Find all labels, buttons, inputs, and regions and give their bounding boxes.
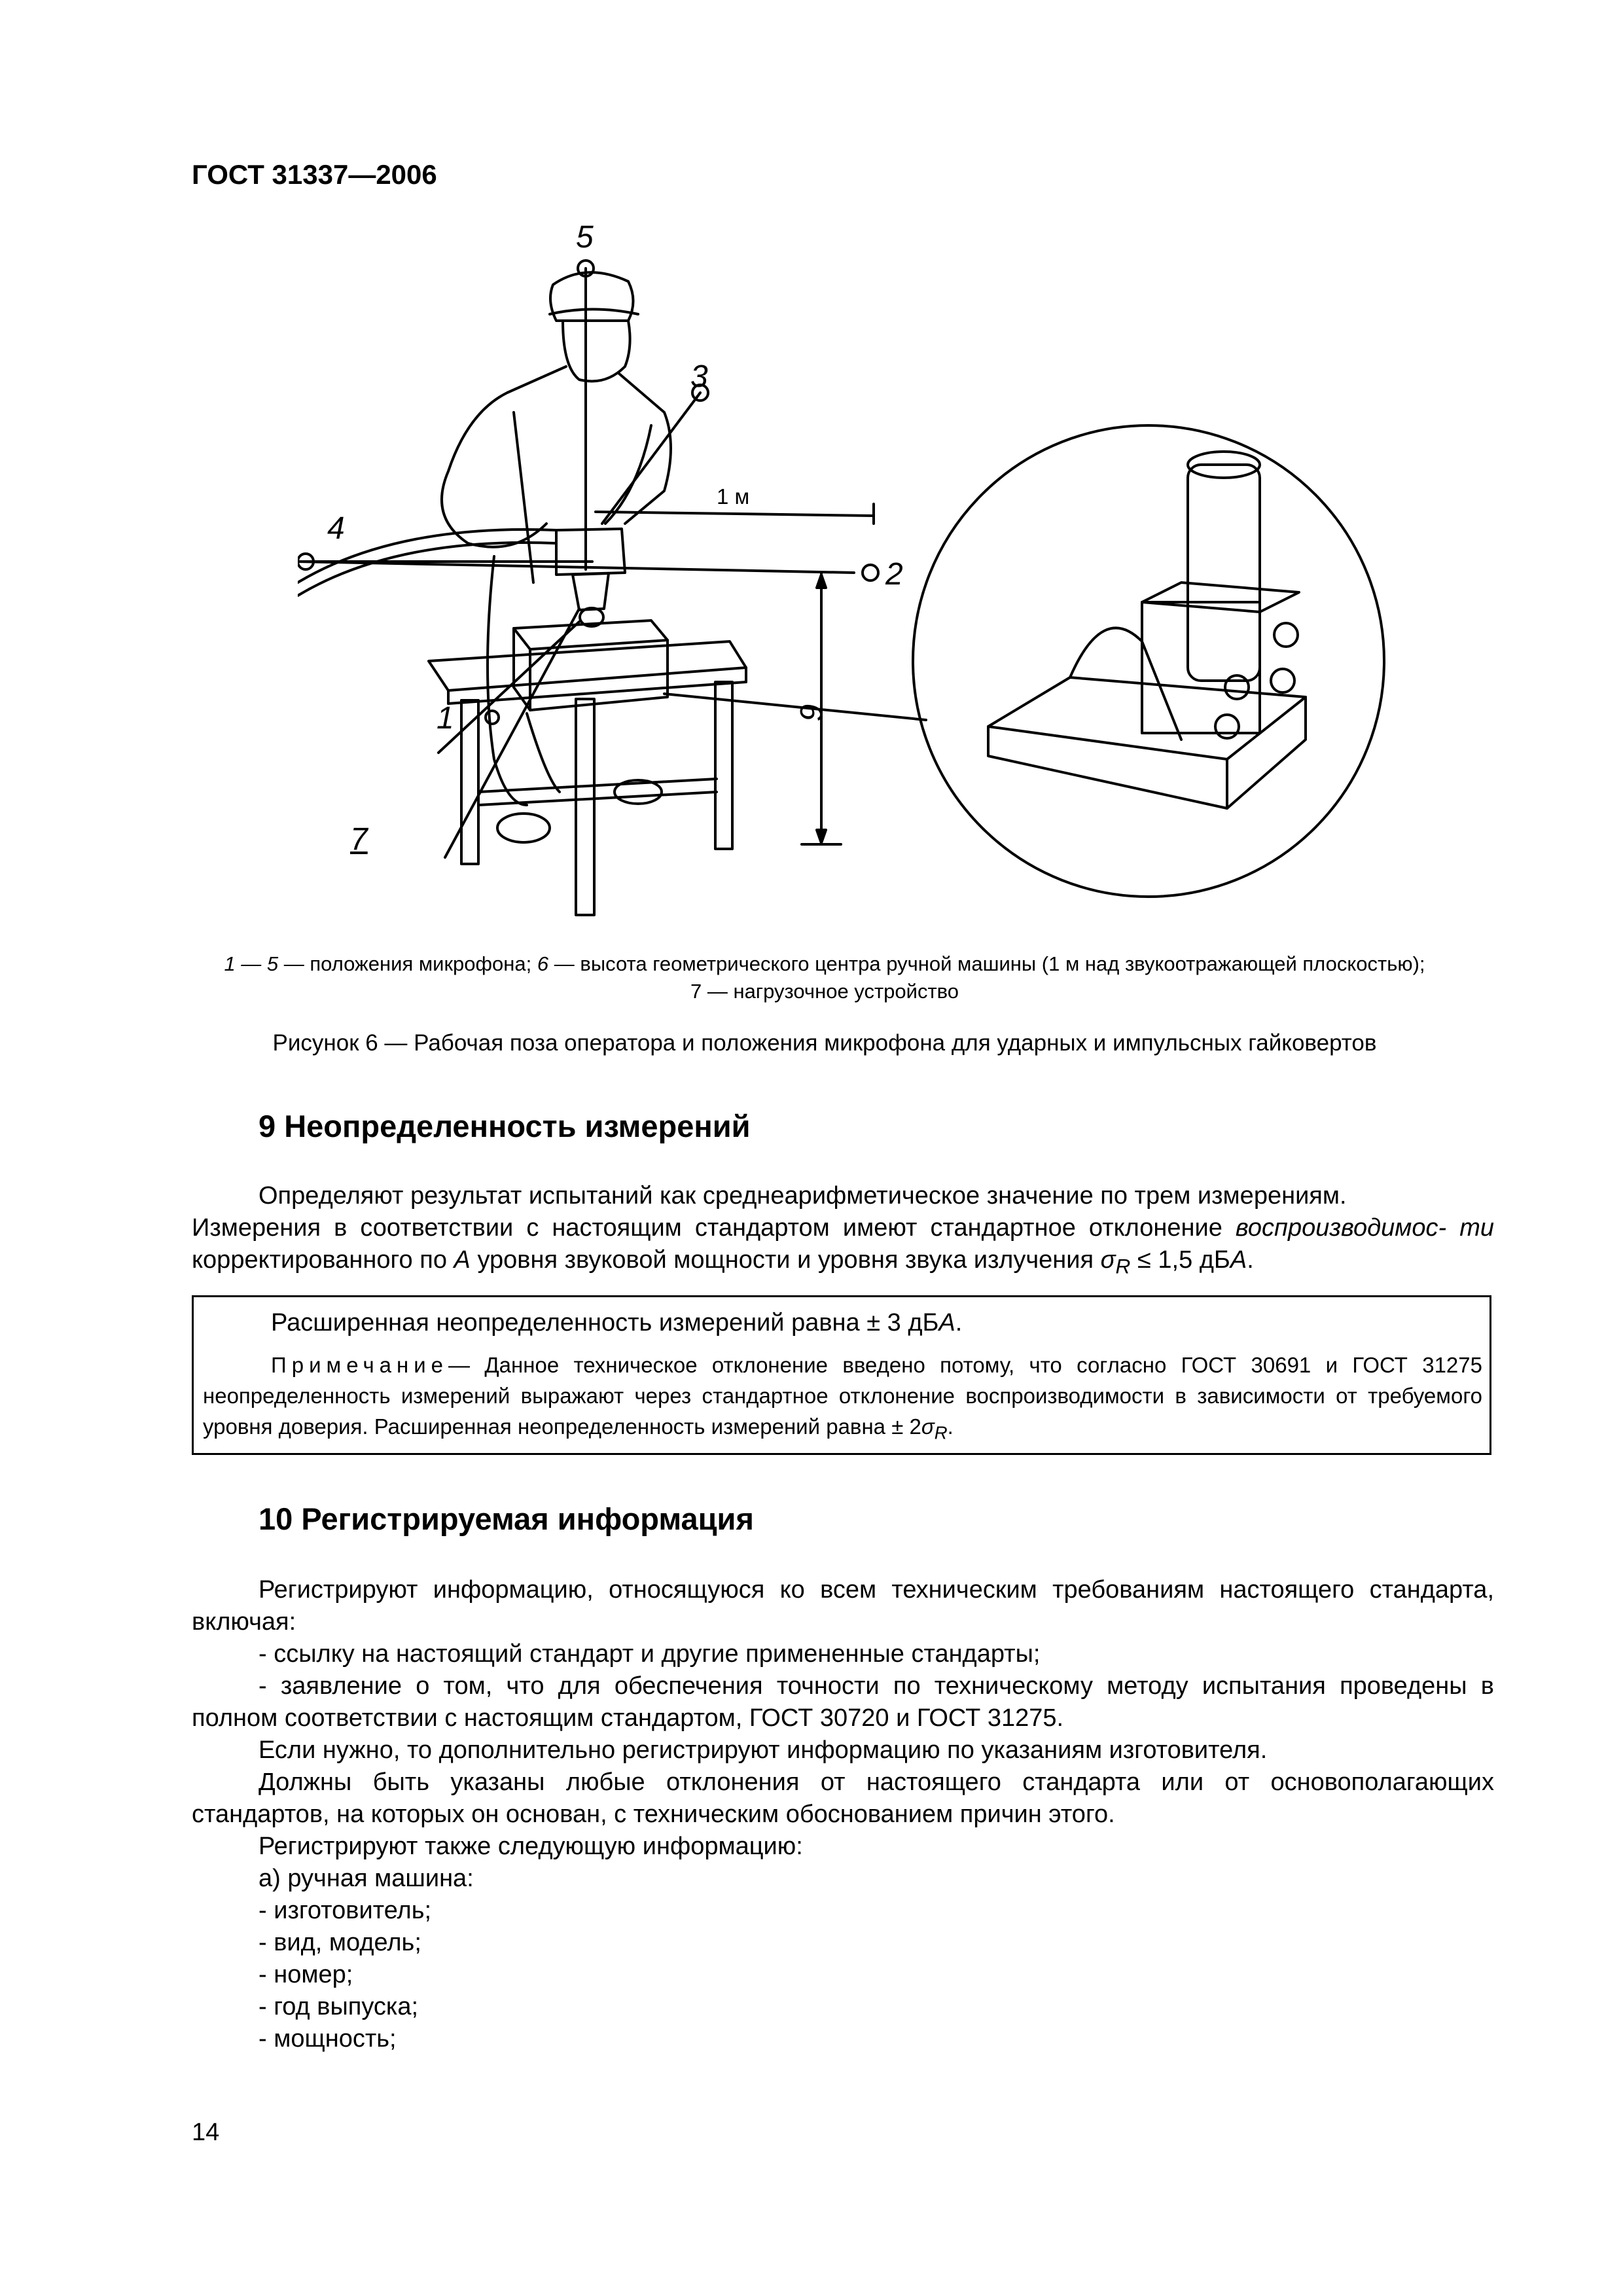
document-header: ГОСТ 31337—2006: [192, 159, 437, 190]
list-item: - мощность;: [259, 2025, 397, 2053]
list-item: - вид, модель;: [259, 1929, 421, 1956]
list-item: - год выпуска;: [259, 1993, 419, 2020]
figure-label-3: 3: [690, 359, 708, 394]
figure-legend: 1 — 5 — положения микрофона; 6 — высота геометрического центра ручной машины (1 м над звукоотражающей плоскостью); 7 — нагрузочное устройство: [224, 952, 1425, 1003]
loading-device: [514, 620, 668, 649]
table-leg: [576, 699, 594, 915]
section-10-title: 10 Регистрируемая информация: [259, 1501, 754, 1536]
page-number: 14: [192, 2119, 220, 2146]
section-9-title: 9 Неопределенность измерений: [259, 1109, 751, 1143]
figure-6-illustration: [298, 216, 1430, 929]
figure-distance-label: 1 м: [717, 484, 750, 509]
expanded-uncertainty: Расширенная неопределенность измерений равна ± 3 дБA.: [271, 1309, 963, 1336]
table-leg: [715, 682, 732, 849]
list-item: - изготовитель;: [259, 1897, 432, 1924]
section-9-body: Определяют результат испытаний как среднеарифметическое значение по трем измерениям. Измерения в соответствии с настоящим стандартом имеют стандартное отклонение воспроизводимос- ти корректированного по A уровня звуковой мощности и уровня звука излучения $\sigma_R \le 1,5$ дБA.: [192, 1182, 1494, 1278]
figure-label-6: 6: [793, 703, 828, 721]
figure-label-2: 2: [885, 557, 903, 592]
figure-label-1: 1: [437, 701, 454, 736]
figure-label-5: 5: [576, 220, 594, 255]
figure-label-7: 7: [350, 822, 368, 857]
table-top: [429, 641, 746, 691]
section-10-body: Регистрируют информацию, относящуюся ко всем техническим требованиям настоящего стандарта, включая: - ссылку на настоящий стандарт и другие примененные стандарты; - заявление о том, что для обеспечения точности по техническому методу испытания проведены в полном соответствии с настоящим стандартом, ГОСТ 30720 и ГОСТ 31275. Если нужно, то дополнительно регистрируют информацию по указаниям изготовителя. Должны быть указаны любые отклонения от настоящего стандарта или от основополагающих стандартов, на которых он основан, с техническим обоснованием причин этого. Регистрируют также следующую информацию: а) ручная машина: - изготовитель; - вид, модель; - номер; - год выпуска; - мощность;: [192, 1574, 1494, 2055]
list-item: а) ручная машина:: [259, 1865, 474, 1892]
figure-label-4: 4: [327, 511, 345, 546]
list-item: - номер;: [259, 1961, 353, 1988]
figure-caption: Рисунок 6 — Рабочая поза оператора и положения микрофона для ударных и импульсных гайковертов: [272, 1030, 1377, 1056]
uncertainty-box: [192, 1295, 1491, 1455]
note: Примечание— Данное техническое отклонение введено потому, что согласно ГОСТ 30691 и ГОСТ 31275 неопределенность измерений выражают через стандартное отклонение воспроизводимости в зависимости от требуемого уровня доверия. Расширенная неопределенность измерений равна ± $2\sigma_R$.: [203, 1353, 1482, 1443]
